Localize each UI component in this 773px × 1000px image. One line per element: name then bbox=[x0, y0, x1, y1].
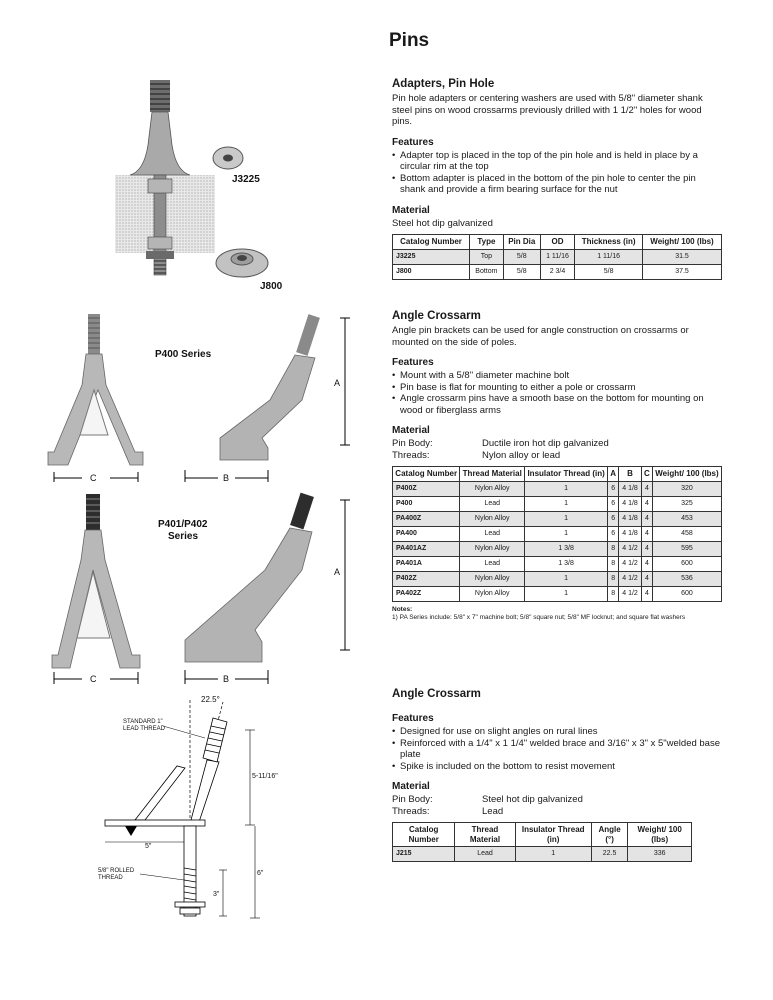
column-header: Catalog Number bbox=[393, 823, 455, 847]
p400-side-thread bbox=[296, 314, 320, 356]
table-row bbox=[393, 526, 722, 541]
material-row bbox=[392, 806, 722, 818]
column-header: Angle (°) bbox=[591, 823, 627, 847]
table-cell: PA401A bbox=[393, 556, 460, 571]
table-cell: 600 bbox=[652, 556, 721, 571]
table-cell: J215 bbox=[393, 847, 455, 862]
table-cell: 4 1/8 bbox=[619, 481, 642, 496]
column-header: A bbox=[608, 467, 619, 482]
adapters-description: Pin hole adapters or centering washers are used with 5/8" diameter shank steel pins on wood crossarms previously drilled with 1 1/2" holes for wood pins. bbox=[392, 93, 703, 127]
table-row bbox=[393, 481, 722, 496]
j800-label: J800 bbox=[260, 281, 283, 292]
column-header: Insulator Thread (in) bbox=[525, 467, 608, 482]
table-header-row bbox=[393, 467, 722, 482]
table-row bbox=[393, 511, 722, 526]
table-cell: 325 bbox=[652, 496, 721, 511]
dim-a-label: A bbox=[334, 378, 341, 388]
column-header: Pin Dia bbox=[503, 235, 540, 250]
dim-c-label: C bbox=[90, 674, 97, 684]
table-row bbox=[393, 249, 722, 264]
table-cell: 1 bbox=[525, 496, 608, 511]
material-label: Threads: bbox=[392, 449, 430, 461]
table-row bbox=[393, 264, 722, 279]
table-row bbox=[393, 496, 722, 511]
table-cell: 1 bbox=[525, 481, 608, 496]
table-cell: 1 3/8 bbox=[525, 541, 608, 556]
table-row bbox=[393, 586, 722, 601]
adapters-table bbox=[392, 234, 722, 280]
brace bbox=[135, 766, 185, 820]
angle-table bbox=[392, 466, 722, 602]
table-cell: 1 bbox=[525, 571, 608, 586]
feature-item: • Angle crossarm pins have a smooth base on the bottom for mounting on wood or fiberglass arms bbox=[392, 393, 722, 416]
table-cell: J800 bbox=[393, 264, 470, 279]
notes-title: Notes: bbox=[392, 605, 413, 613]
table-cell: 37.5 bbox=[643, 264, 722, 279]
adapter-figure bbox=[110, 75, 310, 295]
table-cell: 4 1/2 bbox=[619, 556, 642, 571]
column-header: Type bbox=[470, 235, 504, 250]
table-cell: 4 bbox=[641, 526, 652, 541]
p401-side-body bbox=[185, 528, 312, 662]
table-cell: 4 bbox=[641, 541, 652, 556]
feature-item: • Spike is included on the bottom to resist movement bbox=[392, 761, 722, 773]
spike bbox=[125, 826, 137, 836]
lead-thread bbox=[203, 718, 227, 762]
table-cell: Lead bbox=[460, 496, 525, 511]
feature-item: • Adapter top is placed in the top of the pin hole and is held in place by a circular rim at the top bbox=[392, 150, 722, 173]
angle-title: Angle Crossarm bbox=[392, 310, 481, 322]
table-cell: PA402Z bbox=[393, 586, 460, 601]
table-cell: 4 1/2 bbox=[619, 571, 642, 586]
lead-thread-label: LEAD THREAD bbox=[123, 726, 165, 732]
adapters-features-list bbox=[392, 150, 722, 196]
material-row bbox=[392, 794, 722, 806]
dim-c-label: C bbox=[90, 473, 97, 483]
material-row bbox=[392, 450, 722, 462]
angle-features-title: Features bbox=[392, 357, 434, 368]
table-cell: 1 bbox=[515, 847, 591, 862]
table-row bbox=[393, 556, 722, 571]
column-header: Thread Material bbox=[455, 823, 515, 847]
table-cell: 6 bbox=[608, 496, 619, 511]
table-cell: 4 1/8 bbox=[619, 496, 642, 511]
angle2-material-title: Material bbox=[392, 781, 430, 792]
adapters-material-title: Material bbox=[392, 204, 430, 216]
table-cell: 1 bbox=[525, 586, 608, 601]
table-row bbox=[393, 541, 722, 556]
table-cell: Nylon Alloy bbox=[460, 481, 525, 496]
table-cell: 1 3/8 bbox=[525, 556, 608, 571]
bottom-thread-label: 3" bbox=[213, 891, 220, 898]
table-cell: 453 bbox=[652, 511, 721, 526]
table-cell: PA400Z bbox=[393, 511, 460, 526]
table-cell: 1 bbox=[525, 511, 608, 526]
table-cell: 320 bbox=[652, 481, 721, 496]
table-cell: 4 bbox=[641, 496, 652, 511]
page-title: Pins bbox=[389, 30, 430, 51]
adapters-title: Adapters, Pin Hole bbox=[392, 78, 495, 90]
column-header: Catalog Number bbox=[393, 467, 460, 482]
table-cell: 8 bbox=[608, 556, 619, 571]
adapters-section bbox=[392, 78, 722, 280]
notes-text: 1) PA Series include: 5/8" x 7" machine bolt; 5/8" square nut; 5/8" MF locknut; and square flat washers bbox=[392, 613, 686, 621]
table-cell: 6 bbox=[608, 511, 619, 526]
table-cell: Lead bbox=[460, 526, 525, 541]
table-cell: 5/8 bbox=[575, 264, 643, 279]
material-value: Lead bbox=[482, 805, 504, 817]
angle-label: 22.5° bbox=[201, 695, 220, 704]
pin-thread bbox=[150, 80, 170, 112]
material-label: Pin Body: bbox=[392, 438, 433, 449]
table-cell: 8 bbox=[608, 571, 619, 586]
table-cell: 1 11/16 bbox=[540, 249, 574, 264]
table-cell: 1 11/16 bbox=[575, 249, 643, 264]
base-plate bbox=[105, 820, 205, 826]
p401-figure bbox=[40, 490, 360, 690]
table-cell: 5/8 bbox=[503, 249, 540, 264]
table-cell: Nylon Alloy bbox=[460, 586, 525, 601]
table-row bbox=[393, 847, 692, 862]
table-cell: 22.5 bbox=[591, 847, 627, 862]
height-label: 5-11/16" bbox=[252, 773, 278, 780]
angle2-features-list bbox=[392, 726, 722, 772]
angle2-table bbox=[392, 822, 692, 862]
table-cell: Top bbox=[470, 249, 504, 264]
rolled-thread-label-2: THREAD bbox=[98, 875, 123, 881]
table-row bbox=[393, 571, 722, 586]
column-header: Weight/ 100 (lbs) bbox=[652, 467, 721, 482]
p400-side-body bbox=[220, 355, 315, 460]
table-cell: Nylon Alloy bbox=[460, 571, 525, 586]
material-value: Nylon alloy or lead bbox=[482, 449, 561, 461]
table-cell: 336 bbox=[628, 847, 692, 862]
table-cell: 4 1/2 bbox=[619, 541, 642, 556]
feature-item: • Designed for use on slight angles on rural lines bbox=[392, 726, 722, 738]
column-header: Thickness (in) bbox=[575, 235, 643, 250]
table-cell: 536 bbox=[652, 571, 721, 586]
angle-material-title: Material bbox=[392, 425, 430, 436]
table-cell: P400Z bbox=[393, 481, 460, 496]
base-length-label: 5" bbox=[145, 843, 152, 850]
table-cell: P402Z bbox=[393, 571, 460, 586]
pin-upper bbox=[191, 760, 219, 822]
table-header-row bbox=[393, 823, 692, 847]
table-cell: Nylon Alloy bbox=[460, 541, 525, 556]
table-cell: J3225 bbox=[393, 249, 470, 264]
feature-item: • Bottom adapter is placed in the bottom of the pin hole to center the pin shank and provide a firm bearing surface for the nut bbox=[392, 173, 722, 196]
material-value: Ductile iron hot dip galvanized bbox=[482, 438, 609, 449]
adapters-features-title: Features bbox=[392, 136, 434, 148]
table-cell: 5/8 bbox=[503, 264, 540, 279]
material-row bbox=[392, 438, 722, 450]
p400-label: P400 Series bbox=[155, 349, 212, 360]
table-cell: 4 bbox=[641, 556, 652, 571]
feature-item: • Mount with a 5/8" diameter machine bolt bbox=[392, 370, 722, 382]
column-header: B bbox=[619, 467, 642, 482]
material-value: Steel hot dip galvanized bbox=[482, 794, 583, 805]
table-cell: 458 bbox=[652, 526, 721, 541]
p400-figure bbox=[40, 310, 360, 495]
dim-a-label: A bbox=[334, 567, 341, 577]
column-header: Weight/ 100 (lbs) bbox=[643, 235, 722, 250]
table-cell: PA400 bbox=[393, 526, 460, 541]
column-header: Weight/ 100 (lbs) bbox=[628, 823, 692, 847]
table-cell: 4 1/8 bbox=[619, 526, 642, 541]
angle2-features-title: Features bbox=[392, 713, 434, 724]
adapters-material-text: Steel hot dip galvanized bbox=[392, 217, 493, 229]
table-cell: 4 bbox=[641, 571, 652, 586]
table-cell: Lead bbox=[460, 556, 525, 571]
table-header-row bbox=[393, 235, 722, 250]
table-cell: P400 bbox=[393, 496, 460, 511]
table-cell: Lead bbox=[455, 847, 515, 862]
standard-thread-label: STANDARD 1" bbox=[123, 719, 163, 725]
material-label: Threads: bbox=[392, 805, 430, 817]
column-header: OD bbox=[540, 235, 574, 250]
angle-crossarm-j215-section bbox=[392, 688, 722, 862]
column-header: Insulator Thread (in) bbox=[515, 823, 591, 847]
j3225-label: J3225 bbox=[232, 174, 260, 185]
dim-b-label: B bbox=[223, 473, 230, 483]
table-cell: 1 bbox=[525, 526, 608, 541]
table-cell: 8 bbox=[608, 586, 619, 601]
angle-features-list bbox=[392, 370, 722, 416]
table-cell: 600 bbox=[652, 586, 721, 601]
table-cell: 4 bbox=[641, 511, 652, 526]
rolled-thread-label-1: 5/8" ROLLED bbox=[98, 868, 135, 874]
column-header: Thread Material bbox=[460, 467, 525, 482]
angle-description: Angle pin brackets can be used for angle construction on crossarms or mounted on the side of poles. bbox=[392, 325, 689, 348]
angle-crossarm-section bbox=[392, 310, 722, 622]
table-cell: 4 bbox=[641, 586, 652, 601]
table-cell: 2 3/4 bbox=[540, 264, 574, 279]
notes bbox=[392, 606, 722, 622]
table-cell: 4 1/8 bbox=[619, 511, 642, 526]
feature-item: • Reinforced with a 1/4" x 1 1/4" welded brace and 3/16" x 3" x 5"welded base plate bbox=[392, 738, 722, 761]
table-cell: Nylon Alloy bbox=[460, 511, 525, 526]
table-cell: 4 bbox=[641, 481, 652, 496]
table-cell: 6 bbox=[608, 526, 619, 541]
table-cell: 4 1/2 bbox=[619, 586, 642, 601]
nut bbox=[175, 902, 205, 907]
feature-item: • Pin base is flat for mounting to either a pole or crossarm bbox=[392, 382, 722, 394]
dim-b-label: B bbox=[223, 674, 230, 684]
column-header: C bbox=[641, 467, 652, 482]
table-cell: 31.5 bbox=[643, 249, 722, 264]
material-label: Pin Body: bbox=[392, 794, 433, 805]
bottom-total-label: 6" bbox=[257, 870, 264, 877]
pin-body bbox=[130, 112, 190, 175]
table-cell: PA401AZ bbox=[393, 541, 460, 556]
j215-drawing bbox=[95, 690, 295, 990]
table-cell: 595 bbox=[652, 541, 721, 556]
p401-side-thread bbox=[290, 493, 314, 530]
table-cell: Bottom bbox=[470, 264, 504, 279]
table-cell: 6 bbox=[608, 481, 619, 496]
column-header: Catalog Number bbox=[393, 235, 470, 250]
p401-label-line2: Series bbox=[168, 531, 199, 542]
table-cell: 8 bbox=[608, 541, 619, 556]
p401-label-line1: P401/P402 bbox=[158, 519, 208, 530]
angle2-title: Angle Crossarm bbox=[392, 688, 481, 700]
